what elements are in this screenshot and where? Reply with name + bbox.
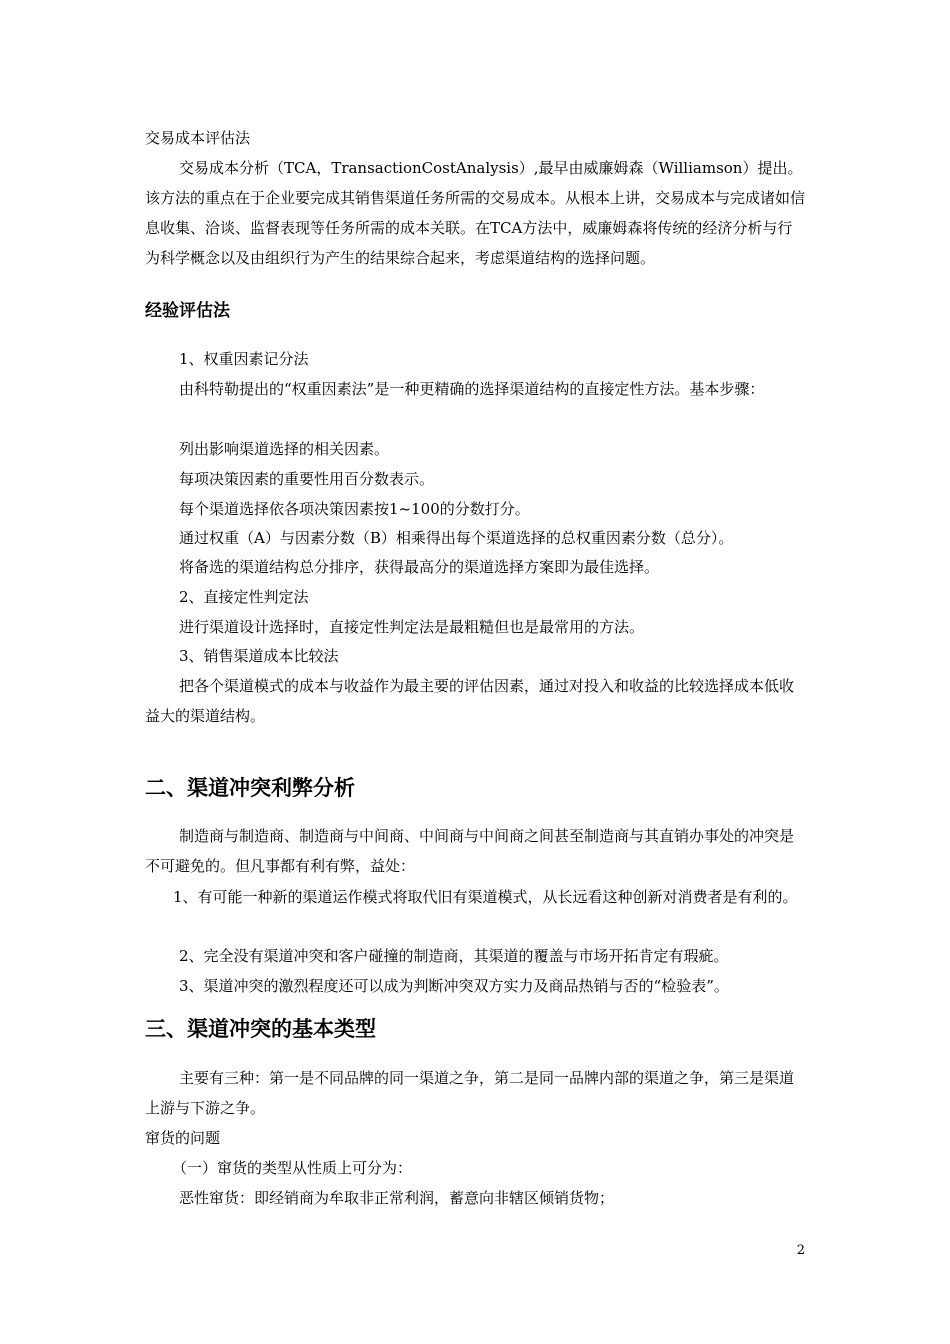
step-2: 每项决策因素的重要性用百分数表示。: [179, 470, 435, 488]
item-malicious-cross-selling: 恶性窜货：即经销商为牟取非正常利润，蓄意向非辖区倾销货物；: [179, 1189, 615, 1207]
step-4: 通过权重（A）与因素分数（B）相乘得出每个渠道选择的总权重因素分数（总分）。: [179, 529, 734, 547]
paragraph-cost-comparison: 把各个渠道模式的成本与收益作为最主要的评估因素，通过对投入和收益的比较选择成本低收益大的渠道结构。: [145, 677, 795, 725]
heading-empirical-evaluation: 经验评估法: [145, 301, 230, 321]
item-weighted-factor: 1、权重因素记分法: [179, 350, 309, 368]
page-number: 2: [796, 1243, 805, 1258]
step-3: 每个渠道选择依各项决策因素按1~100的分数打分。: [179, 500, 530, 518]
paragraph-weighted-factor: 由科特勒提出的“权重因素法”是一种更精确的选择渠道结构的直接定性方法。基本步骤：: [179, 380, 765, 398]
paragraph-conflict-intro: 制造商与制造商、制造商与中间商、中间商与中间商之间甚至制造商与其直销办事处的冲突是不可避免的。但凡事都有利有弊，益处：: [145, 827, 795, 875]
paragraph-benefit-1: 1、有可能一种新的渠道运作模式将取代旧有渠道模式，从长远看这种创新对消费者是有利的。: [173, 888, 798, 906]
item-cross-selling-types: （一）窜货的类型从性质上可分为：: [172, 1159, 413, 1177]
step-5: 将备选的渠道结构总分排序，获得最高分的渠道选择方案即为最佳选择。: [179, 558, 660, 576]
paragraph-benefit-2: 2、完全没有渠道冲突和客户碰撞的制造商，其渠道的覆盖与市场开拓肯定有瑕疵。: [179, 947, 729, 965]
step-1: 列出影响渠道选择的相关因素。: [179, 440, 390, 458]
section-title-transaction-cost: 交易成本评估法: [145, 129, 251, 147]
subheading-cross-selling: 窜货的问题: [145, 1129, 221, 1147]
paragraph-conflict-types: 主要有三种：第一是不同品牌的同一渠道之争，第二是同一品牌内部的渠道之争，第三是渠道上游与下游之争。: [145, 1069, 795, 1117]
paragraph-transaction-cost: 交易成本分析（TCA，TransactionCostAnalysis）,最早由威廉姆森（Williamson）提出。该方法的重点在于企业要完成其销售渠道任务所需的交易成本。从根本上讲，交易成本与完成诸如信息收集、洽谈、监督表现等任务所需的成本关联。在TCA方法中，威廉姆森将传统的经济分析与行为科学概念以及由组织行为产生的结果综合起来，考虑渠道结构的选择问题。: [145, 159, 806, 267]
heading-conflict-types: 三、渠道冲突的基本类型: [145, 1017, 376, 1041]
paragraph-direct-qualitative: 进行渠道设计选择时，直接定性判定法是最粗糙但也是最常用的方法。: [179, 618, 645, 636]
item-cost-comparison: 3、销售渠道成本比较法: [179, 647, 339, 665]
paragraph-benefit-3: 3、渠道冲突的激烈程度还可以成为判断冲突双方实力及商品热销与否的“检验表”。: [179, 977, 729, 995]
heading-channel-conflict-pros-cons: 二、渠道冲突利弊分析: [145, 776, 355, 800]
item-direct-qualitative: 2、直接定性判定法: [179, 588, 309, 606]
